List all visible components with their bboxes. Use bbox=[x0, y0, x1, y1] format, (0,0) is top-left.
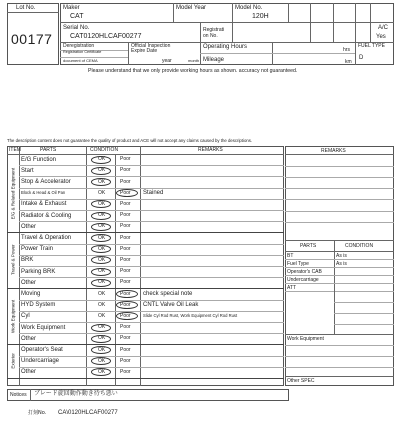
ok-circle-mark bbox=[91, 346, 111, 354]
remark-text: CNTL Valve Oil Leak bbox=[143, 302, 199, 309]
poor-option: Poor bbox=[120, 200, 131, 207]
poor-option: Poor bbox=[120, 223, 131, 230]
part-label: Block & Head & Oil Pan bbox=[21, 190, 66, 196]
stamp-no-label: 打刻No. bbox=[28, 410, 47, 416]
poor-option: Poor bbox=[120, 245, 131, 252]
part-label: BRK bbox=[21, 257, 34, 264]
part-label: Power Train bbox=[21, 246, 54, 253]
right-condition-value: As is bbox=[336, 253, 347, 259]
part-label: Other bbox=[21, 335, 37, 342]
col-parts-header: PARTS bbox=[40, 147, 57, 153]
model-no-label: Model No. bbox=[235, 5, 263, 11]
ok-option: OK bbox=[98, 256, 106, 263]
part-label: Cyl bbox=[21, 313, 30, 320]
month-label: month bbox=[188, 58, 200, 63]
poor-option: Poor bbox=[120, 256, 131, 263]
group-label: Exterior bbox=[10, 353, 16, 369]
poor-option: Poor bbox=[120, 290, 131, 297]
ok-option: OK bbox=[98, 200, 106, 207]
part-label: Moving bbox=[21, 291, 41, 297]
ok-option: OK bbox=[98, 301, 106, 308]
group-label: Work Equipment bbox=[10, 299, 16, 333]
poor-option: Poor bbox=[120, 324, 131, 331]
poor-option: Poor bbox=[120, 368, 131, 375]
ok-option: OK bbox=[98, 312, 106, 319]
model-no-value: 120H bbox=[252, 13, 269, 20]
maker-label: Maker bbox=[63, 5, 80, 11]
ac-value: Yes bbox=[376, 34, 386, 40]
ok-option: OK bbox=[98, 178, 106, 185]
poor-option: Poor bbox=[120, 346, 131, 353]
km-label: km bbox=[345, 59, 352, 65]
mileage-label: Mileage bbox=[203, 57, 225, 63]
ok-circle-mark bbox=[91, 279, 111, 287]
hrs-label: hrs bbox=[343, 47, 350, 53]
notices-label: Notices bbox=[10, 392, 27, 398]
col-condition-header: CONDITION bbox=[90, 147, 119, 153]
part-label: Radiator & Cooling bbox=[21, 212, 72, 219]
part-label: Other bbox=[21, 223, 37, 230]
ok-circle-mark bbox=[91, 223, 111, 231]
fuel-type-label: FUEL TYPE bbox=[358, 43, 385, 49]
serial-value: CAT0120HLCAF00277 bbox=[70, 33, 142, 40]
ok-option: OK bbox=[98, 189, 106, 196]
expire-date-label: Expire Date bbox=[131, 48, 158, 54]
right-part-label: Operator's CAB bbox=[287, 269, 322, 275]
ok-option: OK bbox=[98, 346, 106, 353]
right-condition-header: CONDITION bbox=[345, 243, 374, 249]
registration-label: Registrati on No. bbox=[203, 27, 225, 39]
group-label: E/G & Related Equipment bbox=[10, 167, 16, 219]
ok-circle-mark bbox=[91, 156, 111, 164]
part-label: Intake & Exhaust bbox=[21, 201, 67, 208]
ok-option: OK bbox=[98, 223, 106, 230]
poor-option: Poor bbox=[120, 335, 131, 342]
part-label: Start bbox=[21, 167, 34, 174]
poor-option: Poor bbox=[120, 301, 131, 308]
ok-option: OK bbox=[98, 368, 106, 375]
part-label: Travel & Operation bbox=[21, 235, 72, 241]
part-label: Work Equipment bbox=[21, 324, 66, 331]
poor-option: Poor bbox=[120, 357, 131, 364]
ok-circle-mark bbox=[91, 268, 111, 276]
year-label: year bbox=[162, 58, 172, 64]
group-label: Travel & Power bbox=[10, 245, 16, 276]
part-label: Undercarriage bbox=[21, 358, 60, 365]
poor-option: Poor bbox=[120, 212, 131, 219]
right-part-label: Undercarriage bbox=[287, 277, 319, 283]
ok-option: OK bbox=[98, 357, 106, 364]
poor-option: Poor bbox=[120, 234, 131, 241]
part-label: E/G Function bbox=[21, 156, 57, 163]
ok-option: OK bbox=[98, 245, 106, 252]
deregistration-label: Deregistration bbox=[63, 43, 95, 49]
ok-option: OK bbox=[98, 290, 106, 297]
col-item-header: ITEM bbox=[9, 147, 21, 153]
ok-option: OK bbox=[98, 212, 106, 219]
right-remarks-header: REMARKS bbox=[321, 148, 346, 154]
work-equipment-label: Work Equipment bbox=[287, 336, 324, 342]
remark-text: Slide Cyl Rod Rust, Work Equipment Cyl Rod Rust bbox=[143, 313, 238, 319]
ok-option: OK bbox=[98, 156, 106, 163]
poor-option: Poor bbox=[120, 156, 131, 163]
serial-label: Serial No. bbox=[63, 25, 90, 31]
ok-option: OK bbox=[98, 279, 106, 286]
disclaimer-text: The description content does not guarantee the quality of product and ACE will not accept any claims caused by the descriptions. bbox=[7, 138, 253, 143]
poor-option: Poor bbox=[120, 312, 131, 319]
lot-label: Lot No. bbox=[16, 5, 36, 11]
poor-circle-mark bbox=[116, 290, 138, 298]
right-part-label: BT bbox=[287, 253, 294, 259]
hours-notice: Please understand that we only provide working hours as shown. accuracy not guaranteed. bbox=[88, 68, 298, 74]
part-label: Stop & Accelerator bbox=[21, 179, 71, 185]
ok-option: OK bbox=[98, 324, 106, 331]
right-part-label: Fuel Type bbox=[287, 261, 309, 267]
poor-option: Poor bbox=[120, 178, 131, 185]
stamp-no-value: CA\0120HLCAF00277 bbox=[58, 410, 118, 416]
ac-label: A/C bbox=[378, 25, 389, 31]
ok-circle-mark bbox=[91, 167, 111, 175]
ok-circle-mark bbox=[91, 335, 111, 343]
registration-certificate-label: Registration Certificate bbox=[63, 50, 102, 54]
document-cema-label: document of CEMA bbox=[63, 58, 98, 63]
right-part-label: ATT bbox=[287, 285, 297, 291]
ok-option: OK bbox=[98, 167, 106, 174]
col-remarks-header: REMARKS bbox=[198, 147, 223, 153]
maker-value: CAT bbox=[70, 13, 84, 20]
part-label: Other bbox=[21, 369, 37, 376]
right-parts-header: PARTS bbox=[300, 243, 317, 249]
right-condition-value: As is bbox=[336, 261, 347, 267]
operating-hours-label: Operating Hours bbox=[203, 44, 248, 50]
lot-number: 00177 bbox=[11, 31, 53, 47]
part-label: Other bbox=[21, 279, 37, 286]
fuel-type-value: D bbox=[359, 55, 364, 61]
poor-option: Poor bbox=[120, 189, 131, 196]
part-label: Parking BRK bbox=[21, 268, 56, 275]
ok-option: OK bbox=[98, 268, 106, 275]
ok-circle-mark bbox=[91, 178, 111, 186]
ok-circle-mark bbox=[91, 234, 111, 242]
part-label: HYD System bbox=[21, 302, 56, 309]
official-inspection-label: Official Inspection bbox=[131, 43, 171, 49]
poor-option: Poor bbox=[120, 268, 131, 275]
ok-circle-mark bbox=[91, 324, 111, 332]
remark-text: Stained bbox=[143, 190, 164, 197]
remark-text: check special note bbox=[143, 291, 193, 297]
poor-option: Poor bbox=[120, 279, 131, 286]
ok-option: OK bbox=[98, 335, 106, 342]
poor-option: Poor bbox=[120, 167, 131, 174]
other-spec-label: Other SPEC bbox=[287, 378, 315, 384]
ok-option: OK bbox=[98, 234, 106, 241]
model-year-label: Model Year bbox=[176, 5, 207, 11]
notices-text: ブレード旋回動作動き待ち悪い bbox=[34, 390, 118, 397]
ok-circle-mark bbox=[91, 212, 111, 220]
part-label: Operator's Seat bbox=[21, 347, 63, 353]
